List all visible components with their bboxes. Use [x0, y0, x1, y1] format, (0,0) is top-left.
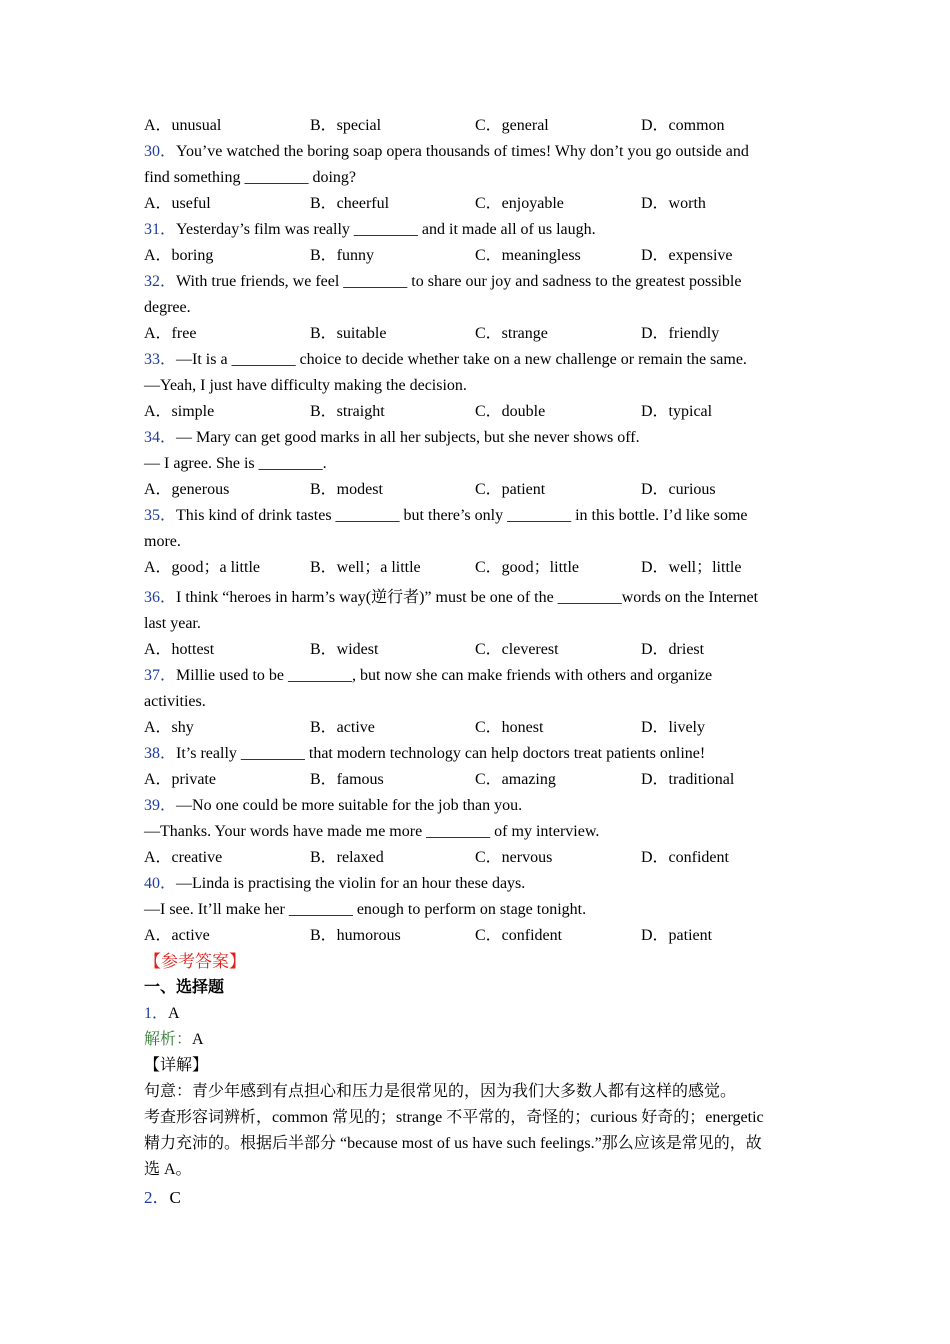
- q33-number: 33．: [144, 351, 177, 368]
- q32-option-c: C．strange: [475, 325, 548, 342]
- detail-line-2: 考查形容词辨析，common 常见的；strange 不平常的，奇怪的；curious 好奇的；energetic: [144, 1109, 764, 1126]
- q36-option-d: D．driest: [641, 641, 705, 658]
- detail-line-3: 精力充沛的。根据后半部分 “because most of us have such feelings.”那么应该是常见的，故: [144, 1135, 762, 1152]
- answer-2: [144, 1185, 804, 1211]
- q37-options: [144, 715, 804, 741]
- q38-number: 38．: [144, 745, 177, 762]
- q34-number: 34．: [144, 429, 177, 446]
- q34-option-c: C．patient: [475, 481, 546, 498]
- q32-option-b: B．suitable: [310, 325, 387, 342]
- answer-2-number: 2．: [144, 1188, 170, 1207]
- q34-option-d: D．curious: [641, 481, 716, 498]
- q34-option-a: A．generous: [144, 481, 230, 498]
- q31-text-1: Yesterday’s film was really ________ and it made all of us laugh.: [176, 221, 596, 238]
- q31-stem: [144, 217, 804, 243]
- q38-option-b: B．famous: [310, 771, 384, 788]
- q32-number: 32．: [144, 273, 177, 290]
- q34-options: [144, 477, 804, 503]
- q40-option-a: A．active: [144, 927, 210, 944]
- q35-number: 35．: [144, 507, 177, 524]
- q40-number: 40．: [144, 875, 177, 892]
- q40-text-1: —Linda is practising the violin for an hour these days.: [176, 875, 526, 892]
- q35-text-1: This kind of drink tastes ________ but there’s only ________ in this bottle. I’d like some: [176, 507, 748, 524]
- q35-text-2: more.: [144, 533, 181, 550]
- q36-stem: [144, 585, 804, 611]
- q40-stem: [144, 871, 804, 897]
- q31-option-c: C．meaningless: [475, 247, 581, 264]
- answer-1-analysis: [144, 1027, 804, 1053]
- q40-text-2: —I see. It’ll make her ________ enough to perform on stage tonight.: [144, 901, 587, 918]
- q37-option-b: B．active: [310, 719, 375, 736]
- q40-option-b: B．humorous: [310, 927, 401, 944]
- q35-option-c: C．good；little: [475, 559, 580, 576]
- q34-stem: [144, 425, 804, 451]
- q30-stem: [144, 139, 804, 165]
- q37-text-1: Millie used to be ________, but now she can make friends with others and organize: [176, 667, 713, 684]
- q32-text-1: With true friends, we feel ________ to share our joy and sadness to the greatest possible: [176, 273, 742, 290]
- answer-1-value: A: [168, 1005, 180, 1022]
- q38-text-1: It’s really ________ that modern technology can help doctors treat patients online!: [176, 745, 706, 762]
- q35-stem: [144, 503, 804, 529]
- q29-option-a: A．unusual: [144, 117, 222, 134]
- q35-options: [144, 555, 804, 581]
- q30-text-1: You’ve watched the boring soap opera thousands of times! Why don’t you go outside and: [176, 143, 749, 160]
- q38-option-d: D．traditional: [641, 771, 735, 788]
- q29-option-c: C．general: [475, 117, 549, 134]
- q39-text-1: —No one could be more suitable for the job than you.: [176, 797, 523, 814]
- q32-option-d: D．friendly: [641, 325, 720, 342]
- q30-option-b: B．cheerful: [310, 195, 390, 212]
- q33-options: [144, 399, 804, 425]
- q39-option-c: C．nervous: [475, 849, 553, 866]
- q37-option-a: A．shy: [144, 719, 194, 736]
- q31-option-d: D．expensive: [641, 247, 733, 264]
- q33-stem: [144, 347, 804, 373]
- q37-number: 37．: [144, 667, 177, 684]
- q36-text-2: last year.: [144, 615, 201, 632]
- q32-stem: [144, 269, 804, 295]
- detail-line-4: 选 A。: [144, 1161, 192, 1178]
- q37-option-c: C．honest: [475, 719, 544, 736]
- q31-number: 31．: [144, 221, 177, 238]
- q39-option-d: D．confident: [641, 849, 729, 866]
- q29-option-d: D．common: [641, 117, 725, 134]
- q39-text-2: —Thanks. Your words have made me more ________ of my interview.: [144, 823, 600, 840]
- q38-option-a: A．private: [144, 771, 216, 788]
- q39-option-b: B．relaxed: [310, 849, 384, 866]
- q30-number: 30．: [144, 143, 177, 160]
- q34-option-b: B．modest: [310, 481, 383, 498]
- q38-stem: [144, 741, 804, 767]
- q36-text-1: I think “heroes in harm’s way(逆行者)” must be one of the ________words on the Internet: [176, 589, 759, 606]
- q32-option-a: A．free: [144, 325, 197, 342]
- q35-option-d: D．well；little: [641, 559, 742, 576]
- q29-options: [144, 113, 804, 139]
- analysis-value: A: [192, 1031, 204, 1048]
- document-page: [144, 113, 804, 1211]
- q31-options: [144, 243, 804, 269]
- detail-label: 【详解】: [144, 1057, 209, 1074]
- q31-option-a: A．boring: [144, 247, 214, 264]
- q31-option-b: B．funny: [310, 247, 375, 264]
- answer-1: [144, 1001, 804, 1027]
- q36-option-a: A．hottest: [144, 641, 215, 658]
- q38-option-c: C．amazing: [475, 771, 556, 788]
- q37-text-2: activities.: [144, 693, 206, 710]
- q29-option-b: B．special: [310, 117, 382, 134]
- q33-option-c: C．double: [475, 403, 546, 420]
- q40-options: [144, 923, 804, 949]
- q30-option-d: D．worth: [641, 195, 706, 212]
- detail-line-1: 句意：青少年感到有点担心和压力是很常见的，因为我们大多数人都有这样的感觉。: [144, 1083, 737, 1100]
- q32-text-2: degree.: [144, 299, 191, 316]
- q30-option-c: C．enjoyable: [475, 195, 564, 212]
- q34-text-1: — Mary can get good marks in all her subjects, but she never shows off.: [176, 429, 640, 446]
- answer-heading: 【参考答案】: [144, 952, 246, 971]
- q37-stem: [144, 663, 804, 689]
- q33-text-1: —It is a ________ choice to decide whether take on a new challenge or remain the same.: [176, 351, 747, 368]
- q39-options: [144, 845, 804, 871]
- q37-option-d: D．lively: [641, 719, 705, 736]
- q39-option-a: A．creative: [144, 849, 223, 866]
- q36-option-b: B．widest: [310, 641, 379, 658]
- q36-number: 36．: [144, 589, 177, 606]
- q33-option-d: D．typical: [641, 403, 713, 420]
- q39-stem: [144, 793, 804, 819]
- section-title: 一、选择题: [144, 979, 225, 996]
- q39-number: 39．: [144, 797, 177, 814]
- q36-option-c: C．cleverest: [475, 641, 559, 658]
- answer-2-value: C: [169, 1188, 181, 1207]
- q40-option-c: C．confident: [475, 927, 563, 944]
- q30-text-2: find something ________ doing?: [144, 169, 356, 186]
- answer-1-number: 1．: [144, 1005, 169, 1022]
- analysis-label: 解析：: [144, 1031, 193, 1048]
- q34-text-2: — I agree. She is ________.: [144, 455, 327, 472]
- q40-option-d: D．patient: [641, 927, 713, 944]
- q35-option-b: B．well；a little: [310, 559, 421, 576]
- q30-option-a: A．useful: [144, 195, 211, 212]
- q33-option-b: B．straight: [310, 403, 385, 420]
- q35-option-a: A．good；a little: [144, 559, 260, 576]
- q33-option-a: A．simple: [144, 403, 215, 420]
- q32-options: [144, 321, 804, 347]
- q30-options: [144, 191, 804, 217]
- q36-options: [144, 637, 804, 663]
- q33-text-2: —Yeah, I just have difficulty making the decision.: [144, 377, 467, 394]
- q38-options: [144, 767, 804, 793]
